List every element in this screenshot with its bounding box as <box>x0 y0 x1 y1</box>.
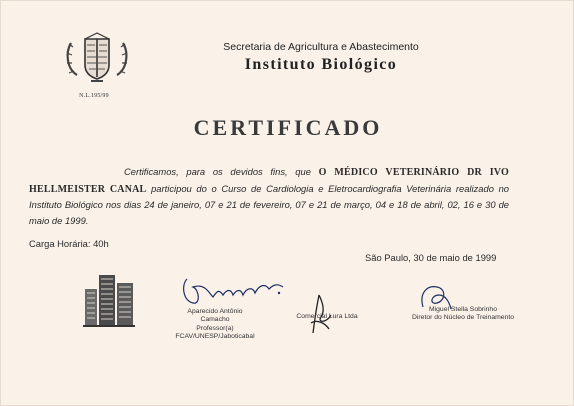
place-and-date: São Paulo, 30 de maio de 1999 <box>365 252 497 263</box>
signatory-name: Comercial <box>296 313 327 320</box>
signatory-name-cont: Lura Ltda <box>328 313 358 320</box>
signatory-commercial <box>285 313 369 321</box>
workload: Carga Horária: 40h <box>29 238 109 249</box>
secretariat-name: Secretaria de Agricultura e Abastecimento <box>223 41 419 53</box>
institute-name: Instituto Biológico <box>244 56 398 73</box>
recipient-name: O MÉDICO VETERINÁRIO DR IVO HELLMEISTER CANAL <box>29 167 509 195</box>
institute-buildings-illustration <box>83 271 135 329</box>
signatory-institution: FCAV/UNESP/Jaboticabal <box>175 333 255 341</box>
seal-code: N.L.195/99 <box>79 93 109 99</box>
certificate-body <box>29 164 509 228</box>
signatory-name-cont: Camacho <box>200 316 230 324</box>
certificate-title: CERTIFICADO <box>193 115 383 140</box>
signatory-role: Diretor do Núcleo de Treinamento <box>411 314 514 322</box>
body-intro: Certificamos, para os devidos fins, que <box>124 166 319 177</box>
sao-paulo-coat-of-arms-seal <box>63 31 131 85</box>
signatory-role: Professor(a) <box>196 324 234 332</box>
signatory-name: Miguel Stella Sobrinho <box>428 306 497 313</box>
signatory-name: Aparecido Antônio <box>187 308 243 315</box>
issuing-organization <box>201 41 441 74</box>
signatory-stella-sobrinho <box>403 306 523 323</box>
signatory-camacho <box>159 308 271 342</box>
signature-camacho <box>179 267 289 311</box>
body-course-details: participou do o Curso de Cardiologia e Eletrocardiografia Veterinária realizado no Instituto Biológico nos dias 24 de janeiro, 07 e 21 de fevereiro, 07 e 21 de março, 04 e 18 de abril, 02, 16 e 30 de maio de 1999. <box>29 182 510 226</box>
